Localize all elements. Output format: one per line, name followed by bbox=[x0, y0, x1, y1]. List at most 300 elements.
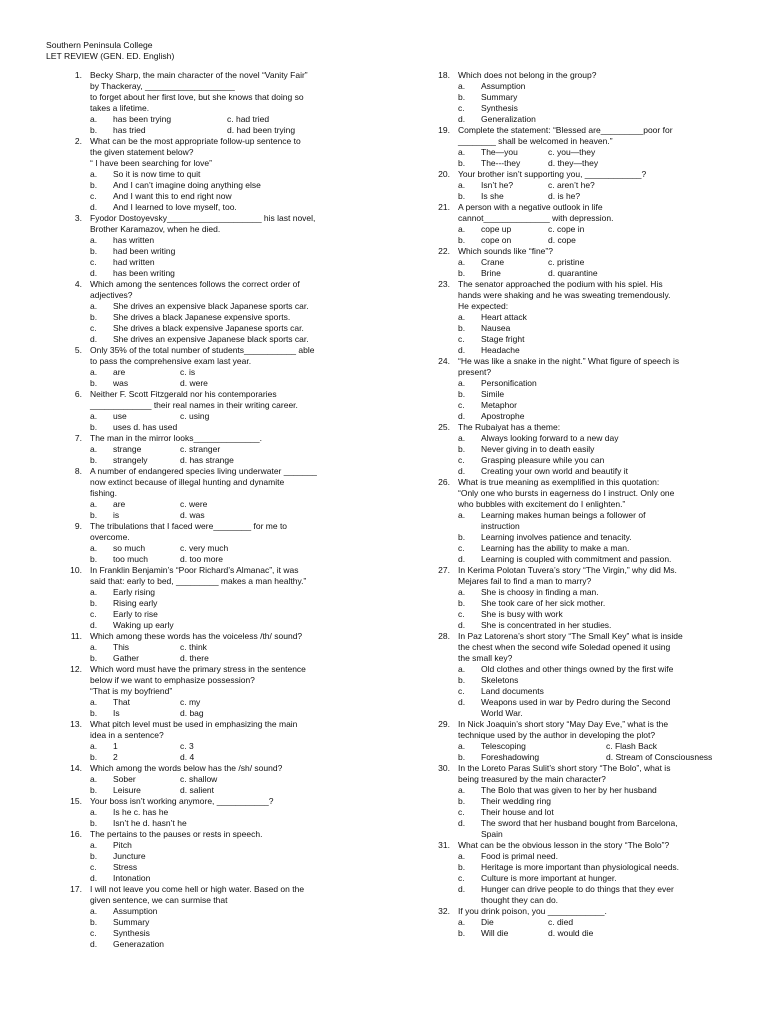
option-text: Juncture bbox=[113, 851, 146, 861]
question-number: 32. bbox=[438, 906, 450, 916]
option-row bbox=[90, 741, 360, 752]
option-text: Simile bbox=[481, 389, 505, 399]
option-text: are bbox=[113, 367, 126, 377]
option-text: is bbox=[113, 510, 120, 520]
option-letter: c. bbox=[458, 543, 465, 553]
option-text: too much bbox=[113, 554, 148, 564]
option-letter: a. bbox=[90, 774, 98, 784]
option-item bbox=[458, 400, 728, 411]
option-text-alt: c. using bbox=[180, 411, 210, 421]
option-text-alt: c. shallow bbox=[180, 774, 218, 784]
option-letter: b. bbox=[90, 180, 98, 190]
option-item bbox=[458, 862, 728, 873]
option-letter: a. bbox=[90, 840, 98, 850]
option-letter: a. bbox=[90, 587, 98, 597]
option-text: Old clothes and other things owned by the first wife bbox=[481, 664, 674, 674]
question-number: 7. bbox=[74, 433, 82, 443]
option-text: strangely bbox=[113, 455, 148, 465]
option-text-alt: c. very much bbox=[180, 543, 229, 553]
option-item bbox=[90, 818, 360, 829]
option-text: Grasping pleasure while you can bbox=[481, 455, 605, 465]
option-letter: c. bbox=[458, 334, 465, 344]
question-item bbox=[60, 565, 360, 631]
option-letter: a. bbox=[90, 499, 98, 509]
option-letter: d. bbox=[90, 202, 98, 212]
option-text: Stress bbox=[113, 862, 138, 872]
option-letter: c. bbox=[458, 400, 465, 410]
option-text: Is she bbox=[481, 191, 504, 201]
option-text: Pitch bbox=[113, 840, 132, 850]
question-number: 31. bbox=[438, 840, 450, 850]
question-item bbox=[428, 125, 728, 169]
option-row bbox=[90, 708, 360, 719]
option-text: Waking up early bbox=[113, 620, 174, 630]
question-number: 21. bbox=[438, 202, 450, 212]
option-letter: c. bbox=[90, 928, 97, 938]
option-item bbox=[458, 543, 728, 554]
option-letter: b. bbox=[90, 917, 98, 927]
option-text: 1 bbox=[113, 741, 118, 751]
option-text: And I can’t imagine doing anything else bbox=[113, 180, 261, 190]
question-number: 1. bbox=[74, 70, 82, 80]
option-text: Always looking forward to a new day bbox=[481, 433, 619, 443]
option-item bbox=[90, 422, 360, 433]
option-item bbox=[90, 851, 360, 862]
option-row bbox=[458, 224, 728, 235]
option-text: Intonation bbox=[113, 873, 151, 883]
option-text-alt: c. is bbox=[180, 367, 196, 377]
option-text-alt: c. 3 bbox=[180, 741, 194, 751]
option-letter: a. bbox=[458, 587, 466, 597]
option-letter: b. bbox=[90, 851, 98, 861]
option-row bbox=[90, 455, 360, 466]
option-letter: b. bbox=[458, 323, 466, 333]
option-letter: b. bbox=[458, 92, 466, 102]
question-number: 9. bbox=[74, 521, 82, 531]
option-item bbox=[90, 301, 360, 312]
option-item bbox=[458, 807, 728, 818]
option-text-alt: c. died bbox=[548, 917, 574, 927]
option-text: Summary bbox=[113, 917, 150, 927]
option-item bbox=[458, 873, 728, 884]
option-item bbox=[458, 389, 728, 400]
option-letter: d. bbox=[458, 697, 466, 707]
option-item bbox=[458, 114, 728, 125]
option-item bbox=[90, 235, 360, 246]
option-letter: b. bbox=[90, 510, 98, 520]
option-letter: c. bbox=[90, 862, 97, 872]
question-item bbox=[60, 763, 360, 796]
option-row bbox=[458, 235, 728, 246]
question-item bbox=[60, 433, 360, 466]
question-item bbox=[60, 631, 360, 664]
option-item bbox=[458, 675, 728, 686]
option-letter: a. bbox=[90, 543, 98, 553]
option-letter: d. bbox=[90, 334, 98, 344]
option-text: She is choosy in finding a man. bbox=[481, 587, 599, 597]
option-text: are bbox=[113, 499, 126, 509]
option-text: Skeletons bbox=[481, 675, 519, 685]
option-text: Sober bbox=[113, 774, 136, 784]
option-text: Heritage is more important than physiological needs. bbox=[481, 862, 679, 872]
question-text: Complete the statement: “Blessed are_________poor for ________ shall be welcomed in heaven.” bbox=[458, 125, 673, 146]
question-text: Only 35% of the total number of students___________ able to pass the comprehensive exam last year. bbox=[90, 345, 315, 366]
option-letter: a. bbox=[90, 411, 98, 421]
option-text: Gather bbox=[113, 653, 139, 663]
option-text: Synthesis bbox=[481, 103, 518, 113]
question-text: In the Loreto Paras Sulit’s short story “The Bolo”, what is being treasured by the main character? bbox=[458, 763, 671, 784]
option-letter: b. bbox=[90, 653, 98, 663]
option-text-alt: d. is he? bbox=[548, 191, 581, 201]
option-item bbox=[458, 697, 728, 719]
option-letter: d. bbox=[458, 818, 466, 828]
option-item bbox=[458, 884, 728, 906]
option-letter: a. bbox=[458, 433, 466, 443]
option-letter: a. bbox=[458, 257, 466, 267]
option-row bbox=[90, 378, 360, 389]
option-letter: a. bbox=[458, 917, 466, 927]
option-letter: a. bbox=[90, 642, 98, 652]
option-text: She drives a black expensive Japanese sports car. bbox=[113, 323, 304, 333]
question-item bbox=[60, 279, 360, 345]
question-number: 4. bbox=[74, 279, 82, 289]
question-number: 28. bbox=[438, 631, 450, 641]
question-item bbox=[60, 345, 360, 389]
option-letter: a. bbox=[90, 807, 98, 817]
option-text: strange bbox=[113, 444, 142, 454]
option-row bbox=[90, 785, 360, 796]
option-text-alt: d. there bbox=[180, 653, 209, 663]
option-item bbox=[458, 466, 728, 477]
option-text: Rising early bbox=[113, 598, 158, 608]
option-text: Synthesis bbox=[113, 928, 150, 938]
question-text: In Kerima Polotan Tuvera’s story “The Virgin,” why did Ms. Mejares fail to find a man to marry? bbox=[458, 565, 677, 586]
option-text: so much bbox=[113, 543, 146, 553]
option-row bbox=[90, 653, 360, 664]
option-text: has tried bbox=[113, 125, 146, 135]
question-text: In Franklin Benjamin’s “Poor Richard’s Almanac”, it was said that: early to bed, _________ makes a man healthy.” bbox=[90, 565, 307, 586]
question-text: I will not leave you come hell or high water. Based on the given sentence, we can surmise that bbox=[90, 884, 305, 905]
option-row bbox=[458, 917, 728, 928]
question-text: The man in the mirror looks______________. bbox=[90, 433, 262, 443]
option-item bbox=[458, 796, 728, 807]
option-row bbox=[458, 268, 728, 279]
option-text: Personification bbox=[481, 378, 537, 388]
question-text: If you drink poison, you ____________. bbox=[458, 906, 607, 916]
option-text: Is he c. has he bbox=[113, 807, 169, 817]
option-letter: a. bbox=[90, 301, 98, 311]
option-item bbox=[458, 444, 728, 455]
option-letter: b. bbox=[458, 268, 466, 278]
option-text: Their wedding ring bbox=[481, 796, 551, 806]
option-text: The—you bbox=[481, 147, 518, 157]
option-row bbox=[90, 543, 360, 554]
option-text: Brine bbox=[481, 268, 501, 278]
option-text: Culture is more important at hunger. bbox=[481, 873, 617, 883]
option-letter: c. bbox=[458, 455, 465, 465]
question-number: 6. bbox=[74, 389, 82, 399]
option-row bbox=[458, 191, 728, 202]
option-text: Generalization bbox=[481, 114, 536, 124]
option-item bbox=[458, 609, 728, 620]
option-text: Summary bbox=[481, 92, 518, 102]
option-letter: a. bbox=[458, 510, 466, 520]
option-item bbox=[90, 917, 360, 928]
option-text: She drives a black Japanese expensive sports. bbox=[113, 312, 291, 322]
question-text: Becky Sharp, the main character of the novel “Vanity Fair” by Thackeray, ___________________ to forget about her first love, but she knows that doing so takes a lifetime. bbox=[90, 70, 308, 113]
option-letter: c. bbox=[90, 609, 97, 619]
option-letter: c. bbox=[458, 873, 465, 883]
option-item bbox=[458, 334, 728, 345]
option-text-alt: c. Flash Back bbox=[606, 741, 658, 751]
question-number: 23. bbox=[438, 279, 450, 289]
option-letter: b. bbox=[90, 554, 98, 564]
question-number: 15. bbox=[70, 796, 82, 806]
question-text: Fyodor Dostoyevsky____________________ his last novel, Brother Karamazov, when he died. bbox=[90, 213, 316, 234]
option-text-alt: d. has strange bbox=[180, 455, 234, 465]
option-item bbox=[458, 411, 728, 422]
option-item bbox=[458, 378, 728, 389]
option-text: Hunger can drive people to do things that they ever thought they can do. bbox=[481, 884, 674, 905]
option-letter: b. bbox=[458, 444, 466, 454]
question-number: 18. bbox=[438, 70, 450, 80]
option-letter: d. bbox=[458, 114, 466, 124]
question-item bbox=[60, 719, 360, 763]
option-row bbox=[90, 114, 360, 125]
option-row bbox=[90, 642, 360, 653]
option-text: Leisure bbox=[113, 785, 141, 795]
question-number: 26. bbox=[438, 477, 450, 487]
option-letter: b. bbox=[90, 378, 98, 388]
option-item bbox=[458, 851, 728, 862]
option-row bbox=[458, 180, 728, 191]
option-item bbox=[458, 345, 728, 356]
option-item bbox=[458, 433, 728, 444]
option-text-alt: d. 4 bbox=[180, 752, 195, 762]
option-letter: a. bbox=[458, 312, 466, 322]
option-letter: c. bbox=[458, 807, 465, 817]
option-letter: d. bbox=[458, 554, 466, 564]
option-row bbox=[458, 741, 728, 752]
option-text: Creating your own world and beautify it bbox=[481, 466, 628, 476]
option-item bbox=[90, 807, 360, 818]
option-text-alt: d. salient bbox=[180, 785, 215, 795]
option-text-alt: d. too more bbox=[180, 554, 223, 564]
option-letter: a. bbox=[458, 378, 466, 388]
option-row bbox=[458, 158, 728, 169]
option-text: Learning involves patience and tenacity. bbox=[481, 532, 632, 542]
option-item bbox=[90, 840, 360, 851]
option-letter: a. bbox=[458, 180, 466, 190]
option-text: Land documents bbox=[481, 686, 544, 696]
option-text: Heart attack bbox=[481, 312, 527, 322]
option-text-alt: d. Stream of Consciousness bbox=[606, 752, 713, 762]
question-item bbox=[60, 664, 360, 719]
option-item bbox=[458, 598, 728, 609]
option-row bbox=[458, 147, 728, 158]
option-letter: a. bbox=[458, 851, 466, 861]
option-letter: c. bbox=[90, 191, 97, 201]
option-row bbox=[90, 444, 360, 455]
option-letter: a. bbox=[90, 444, 98, 454]
question-number: 2. bbox=[74, 136, 82, 146]
option-text: uses d. has used bbox=[113, 422, 178, 432]
option-letter: c. bbox=[90, 323, 97, 333]
option-letter: d. bbox=[90, 939, 98, 949]
option-text: Crane bbox=[481, 257, 505, 267]
option-row bbox=[90, 510, 360, 521]
option-letter: c. bbox=[458, 609, 465, 619]
option-text: And I learned to love myself, too. bbox=[113, 202, 237, 212]
option-letter: b. bbox=[458, 389, 466, 399]
option-item bbox=[458, 620, 728, 631]
option-letter: b. bbox=[458, 598, 466, 608]
option-text: Stage fright bbox=[481, 334, 525, 344]
option-text-alt: c. had tried bbox=[227, 114, 270, 124]
option-text: So it is now time to quit bbox=[113, 169, 201, 179]
option-text: The---they bbox=[481, 158, 521, 168]
option-letter: b. bbox=[458, 191, 466, 201]
question-item bbox=[428, 906, 728, 939]
option-row bbox=[90, 411, 360, 422]
option-text: Isn’t he? bbox=[481, 180, 514, 190]
question-text: In Paz Latorena’s short story “The Small Key” what is inside the chest when the second wife Soledad opened it using the small key? bbox=[458, 631, 683, 663]
question-number: 12. bbox=[70, 664, 82, 674]
option-text: 2 bbox=[113, 752, 118, 762]
option-item bbox=[90, 334, 360, 345]
question-text: Which among these words has the voiceless /th/ sound? bbox=[90, 631, 303, 641]
question-text: Which does not belong in the group? bbox=[458, 70, 597, 80]
option-text: Nausea bbox=[481, 323, 511, 333]
option-text: Early rising bbox=[113, 587, 156, 597]
question-item bbox=[428, 565, 728, 631]
option-text: Telescoping bbox=[481, 741, 526, 751]
option-item bbox=[90, 620, 360, 631]
option-item bbox=[458, 587, 728, 598]
option-letter: b. bbox=[458, 158, 466, 168]
option-text-alt: d. cope bbox=[548, 235, 576, 245]
option-letter: b. bbox=[90, 818, 98, 828]
option-text-alt: d. bag bbox=[180, 708, 204, 718]
option-row bbox=[90, 554, 360, 565]
question-item bbox=[60, 466, 360, 521]
question-number: 11. bbox=[70, 631, 82, 641]
question-item bbox=[60, 521, 360, 565]
option-item bbox=[458, 312, 728, 323]
question-number: 3. bbox=[74, 213, 82, 223]
question-number: 27. bbox=[438, 565, 450, 575]
option-item bbox=[458, 554, 728, 565]
option-letter: b. bbox=[90, 598, 98, 608]
option-text: The Bolo that was given to her by her husband bbox=[481, 785, 657, 795]
option-item bbox=[458, 510, 728, 532]
question-item bbox=[428, 719, 728, 763]
option-letter: b. bbox=[90, 246, 98, 256]
option-letter: d. bbox=[458, 466, 466, 476]
option-item bbox=[458, 686, 728, 697]
option-text: And I want this to end right now bbox=[113, 191, 232, 201]
option-text: Learning has the ability to make a man. bbox=[481, 543, 630, 553]
option-item bbox=[90, 202, 360, 213]
option-text-alt: c. think bbox=[180, 642, 207, 652]
option-letter: d. bbox=[458, 411, 466, 421]
question-text: What pitch level must be used in emphasizing the main idea in a sentence? bbox=[90, 719, 298, 740]
option-letter: b. bbox=[458, 675, 466, 685]
question-item bbox=[60, 829, 360, 884]
document-header bbox=[46, 40, 174, 62]
option-item bbox=[90, 323, 360, 334]
question-item bbox=[60, 213, 360, 279]
question-text: A person with a negative outlook in life cannot______________ with depression. bbox=[458, 202, 614, 223]
option-text: She is busy with work bbox=[481, 609, 563, 619]
question-text: Which sounds like “fine”? bbox=[458, 246, 553, 256]
question-item bbox=[428, 840, 728, 906]
option-item bbox=[458, 323, 728, 334]
question-number: 16. bbox=[70, 829, 82, 839]
option-letter: a. bbox=[90, 741, 98, 751]
option-text: The sword that her husband bought from Barcelona, Spain bbox=[481, 818, 678, 839]
question-item bbox=[428, 70, 728, 125]
question-text: What can be the obvious lesson in the story “The Bolo”? bbox=[458, 840, 670, 850]
option-letter: c. bbox=[458, 103, 465, 113]
option-item bbox=[90, 246, 360, 257]
option-text-alt: c. aren’t he? bbox=[548, 180, 595, 190]
option-item bbox=[90, 268, 360, 279]
option-text: Is bbox=[113, 708, 120, 718]
option-item bbox=[90, 587, 360, 598]
option-text: Assumption bbox=[481, 81, 526, 91]
option-letter: d. bbox=[90, 268, 98, 278]
option-text-alt: d. was bbox=[180, 510, 205, 520]
option-item bbox=[90, 928, 360, 939]
option-letter: d. bbox=[458, 884, 466, 894]
option-row bbox=[90, 367, 360, 378]
option-letter: d. bbox=[90, 620, 98, 630]
option-text: That bbox=[113, 697, 131, 707]
question-text: What is true meaning as exemplified in this quotation: “Only one who bursts in eagerness do I instruct. Only one who bubbles with excitement do I enlighten.” bbox=[458, 477, 675, 509]
option-letter: b. bbox=[458, 752, 466, 762]
question-text: The Rubaiyat has a theme: bbox=[458, 422, 561, 432]
question-text: The senator approached the podium with his spiel. His hands were shaking and he was sweating tremendously. He expected: bbox=[458, 279, 671, 311]
option-text: was bbox=[113, 378, 129, 388]
option-letter: b. bbox=[90, 785, 98, 795]
option-text: Their house and lot bbox=[481, 807, 554, 817]
question-number: 30. bbox=[438, 763, 450, 773]
option-text-alt: d. were bbox=[180, 378, 208, 388]
option-letter: a. bbox=[90, 235, 98, 245]
option-text: Generazation bbox=[113, 939, 165, 949]
option-letter: a. bbox=[90, 367, 98, 377]
option-item bbox=[458, 664, 728, 675]
option-text: has been writing bbox=[113, 268, 175, 278]
option-letter: b. bbox=[90, 455, 98, 465]
question-item bbox=[428, 631, 728, 719]
option-letter: b. bbox=[458, 532, 466, 542]
option-text-alt: c. were bbox=[180, 499, 208, 509]
option-row bbox=[458, 752, 728, 763]
question-number: 19. bbox=[438, 125, 450, 135]
option-item bbox=[90, 598, 360, 609]
question-item bbox=[60, 389, 360, 433]
option-item bbox=[90, 873, 360, 884]
question-text: Your boss isn’t working anymore, ___________? bbox=[90, 796, 274, 806]
option-letter: a. bbox=[458, 741, 466, 751]
option-letter: b. bbox=[458, 796, 466, 806]
option-text-alt: c. cope in bbox=[548, 224, 585, 234]
option-text: use bbox=[113, 411, 127, 421]
option-item bbox=[90, 312, 360, 323]
question-column-left bbox=[60, 70, 360, 950]
